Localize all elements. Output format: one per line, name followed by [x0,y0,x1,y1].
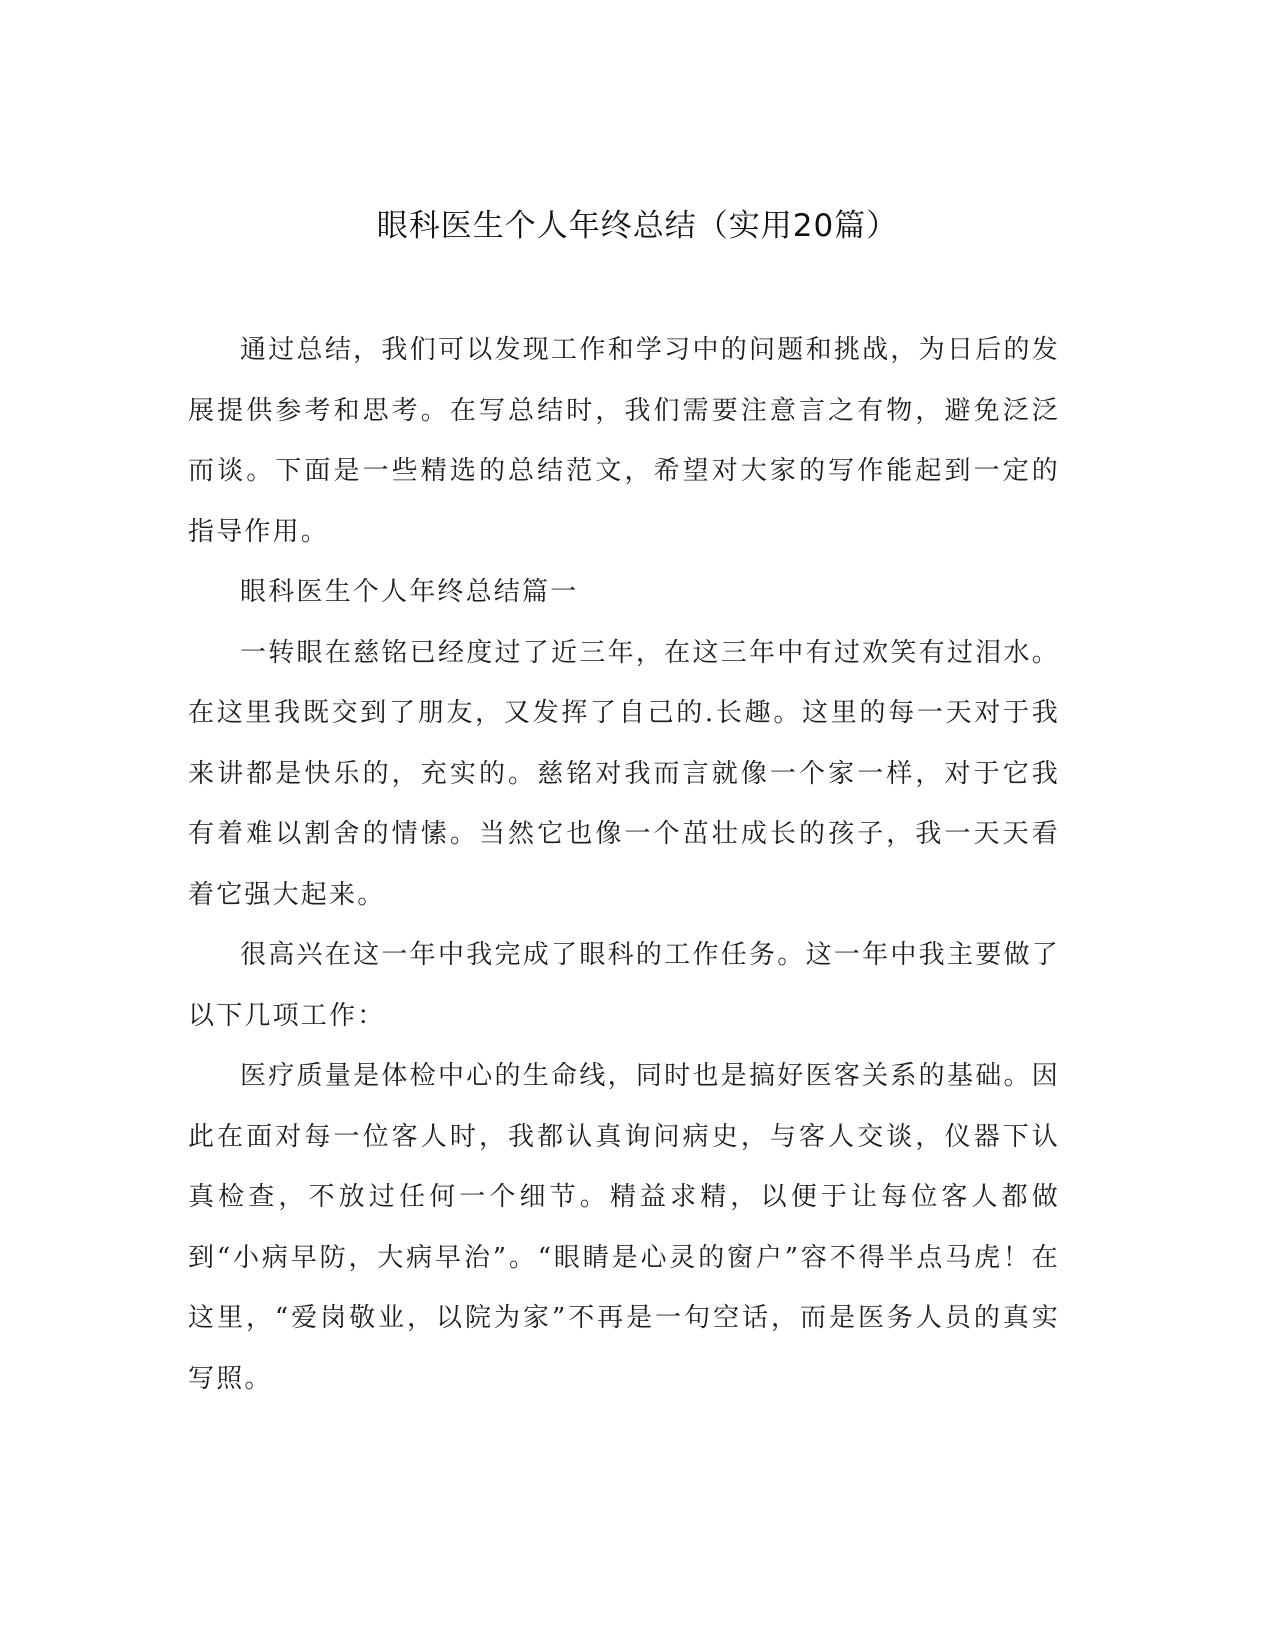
body-paragraph: 一转眼在慈铭已经度过了近三年，在这三年中有过欢笑有过泪水。在这里我既交到了朋友，又发挥了自己的.长趣。这里的每一天对于我来讲都是快乐的，充实的。慈铭对我而言就像一个家一样，对于它我有着难以割舍的情愫。当然它也像一个茁壮成长的孩子，我一天天看着它强大起来。 [188,637,1060,910]
section-heading: 眼科医生个人年终总结篇一 [240,577,579,607]
document-body [188,320,1060,1409]
intro-paragraph: 通过总结，我们可以发现工作和学习中的问题和挑战，为日后的发展提供参考和思考。在写总结时，我们需要注意言之有物，避免泛泛而谈。下面是一些精选的总结范文，希望对大家的写作能起到一定的指导作用。 [188,335,1060,547]
body-paragraph: 医疗质量是体检中心的生命线，同时也是搞好医客关系的基础。因此在面对每一位客人时，我都认真询问病史，与客人交谈，仪器下认真检查，不放过任何一个细节。精益求精，以便于让每位客人都做到“小病早防，大病早治”。“眼睛是心灵的窗户”容不得半点马虎！在这里，“爱岗敬业，以院为家”不再是一句空话，而是医务人员的真实写照。 [188,1061,1060,1394]
document-title: 眼科医生个人年终总结（实用20篇） [376,208,899,244]
body-paragraph: 很高兴在这一年中我完成了眼科的工作任务。这一年中我主要做了以下几项工作： [188,940,1060,1031]
